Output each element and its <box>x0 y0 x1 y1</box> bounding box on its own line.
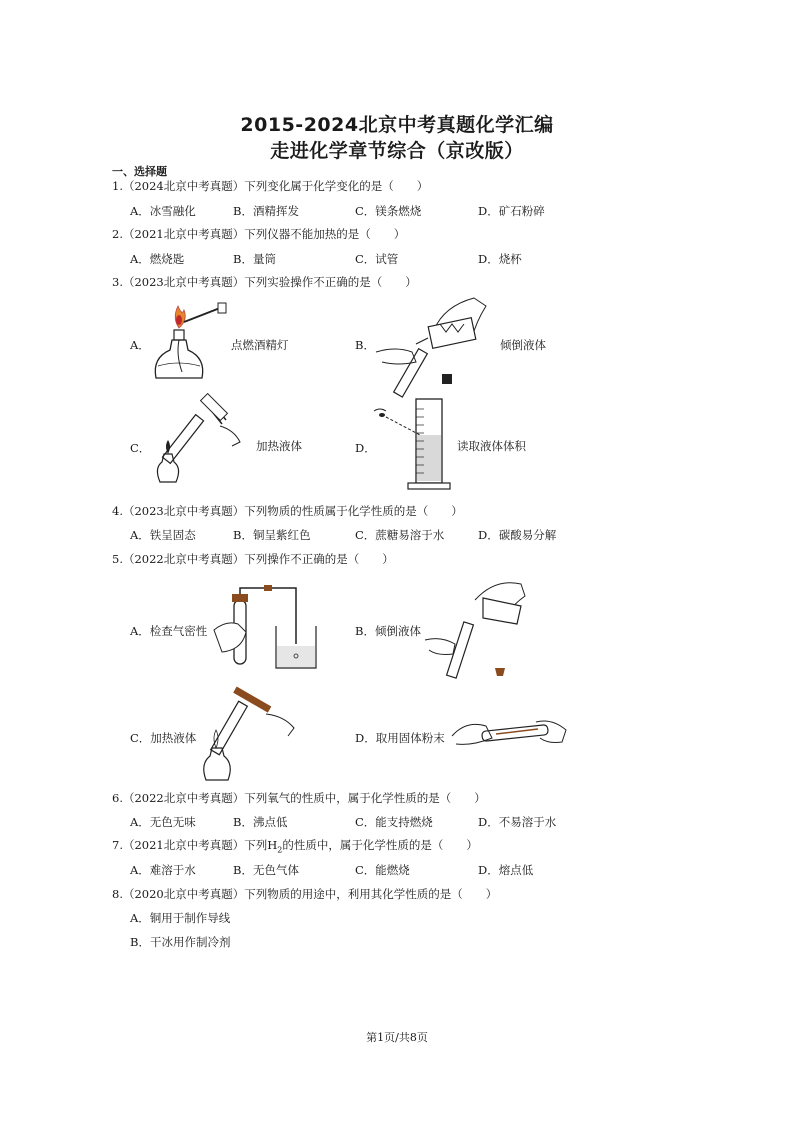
q3-option-d-letter: D． <box>355 441 376 455</box>
question-5-stem: 5.（2022北京中考真题）下列操作不正确的是（ ） <box>112 552 394 566</box>
q6-option-c: C．能支持燃烧 <box>355 815 433 829</box>
q4-option-d: D．碳酸易分解 <box>478 528 557 542</box>
q3-option-d-caption: 读取液体体积 <box>457 439 526 453</box>
q8-option-a: A．铜用于制作导线 <box>130 911 231 925</box>
reading-volume-figure <box>370 395 462 491</box>
q5-option-a: A．检查气密性 <box>130 624 208 638</box>
q2-option-a: A．燃烧匙 <box>130 252 185 266</box>
document-title-line2: 走进化学章节综合（京改版） <box>270 140 524 162</box>
q5-option-b: B．倾倒液体 <box>355 624 421 638</box>
q6-option-b: B．沸点低 <box>233 815 288 829</box>
q4-option-a: A．铁呈固态 <box>130 528 196 542</box>
pouring-liquid-figure <box>376 292 492 388</box>
question-1-stem: 1.（2024北京中考真题）下列变化属于化学变化的是（ ） <box>112 179 429 193</box>
q1-option-c: C．镁条燃烧 <box>355 204 422 218</box>
question-3-stem: 3.（2023北京中考真题）下列实验操作不正确的是（ ） <box>112 275 417 289</box>
q6-option-a: A．无色无味 <box>130 815 196 829</box>
heating-liquid-b-figure <box>200 690 300 784</box>
q2-option-b: B．量筒 <box>233 252 276 266</box>
q5-option-d: D．取用固体粉末 <box>355 731 445 745</box>
page-footer: 第1页/共8页 <box>366 1031 428 1044</box>
q1-option-d: D．矿石粉碎 <box>478 204 545 218</box>
q3-option-a-caption: 点燃酒精灯 <box>231 338 289 352</box>
q7-option-a: A．难溶于水 <box>130 863 196 877</box>
pouring-liquid-b-figure <box>425 578 527 682</box>
q2-option-d: D．烧杯 <box>478 252 522 266</box>
q3-option-a-letter: A． <box>130 338 150 352</box>
alcohol-lamp-lighting-figure <box>148 300 228 388</box>
q3-option-b-caption: 倾倒液体 <box>500 338 546 352</box>
q6-option-d: D．不易溶于水 <box>478 815 557 829</box>
q1-option-a: A．冰雪融化 <box>130 204 196 218</box>
q4-option-c: C．蔗糖易溶于水 <box>355 528 445 542</box>
airtightness-check-figure <box>212 584 324 674</box>
question-8-stem: 8.（2020北京中考真题）下列物质的用途中，利用其化学性质的是（ ） <box>112 887 498 901</box>
question-2-stem: 2.（2021北京中考真题）下列仪器不能加热的是（ ） <box>112 227 406 241</box>
powder-sampling-figure <box>452 712 570 752</box>
document-title-line1: 2015-2024北京中考真题化学汇编 <box>240 114 554 136</box>
q3-option-c-letter: C． <box>130 441 151 455</box>
q4-option-b: B．铜呈紫红色 <box>233 528 311 542</box>
q7-option-b: B．无色气体 <box>233 863 299 877</box>
heating-liquid-figure <box>148 396 254 488</box>
q1-option-b: B．酒精挥发 <box>233 204 299 218</box>
q5-option-c: C．加热液体 <box>130 731 197 745</box>
question-4-stem: 4.（2023北京中考真题）下列物质的性质属于化学性质的是（ ） <box>112 504 463 518</box>
question-6-stem: 6.（2022北京中考真题）下列氧气的性质中，属于化学性质的是（ ） <box>112 791 486 805</box>
q3-option-c-caption: 加热液体 <box>256 439 302 453</box>
q7-option-d: D．熔点低 <box>478 863 534 877</box>
question-7-stem: 7.（2021北京中考真题）下列$H_2$的性质中，属于化学性质的是（ ） <box>112 838 478 855</box>
q3-option-b-letter: B． <box>355 338 375 352</box>
q2-option-c: C．试管 <box>355 252 399 266</box>
q8-option-b: B．干冰用作制冷剂 <box>130 935 231 949</box>
q7-option-c: C．能燃烧 <box>355 863 410 877</box>
section-heading: 一、选择题 <box>112 165 167 178</box>
